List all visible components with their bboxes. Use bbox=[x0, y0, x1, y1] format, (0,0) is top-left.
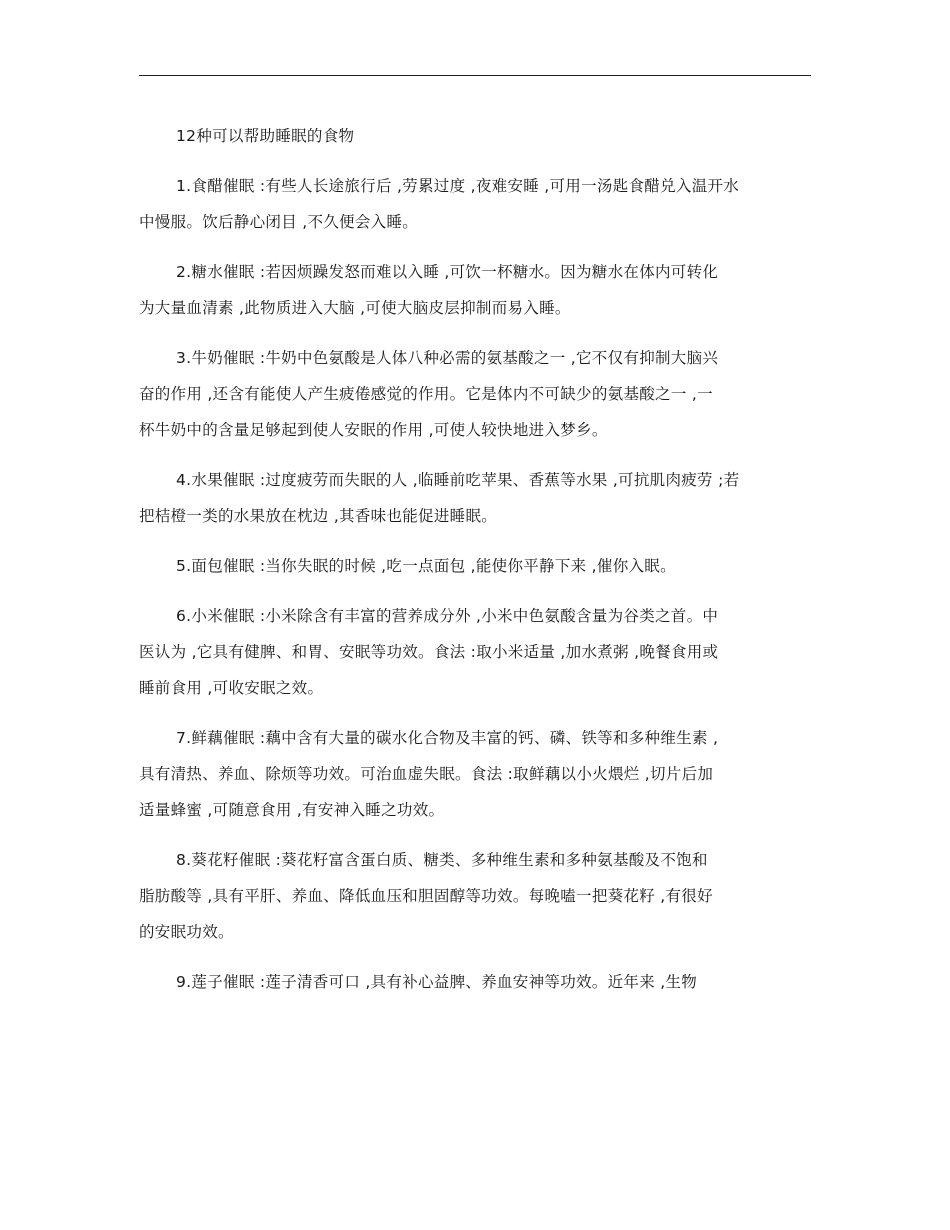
paragraph-line: 8.葵花籽催眠 :葵花籽富含蛋白质、糖类、多种维生素和多种氨基酸及不饱和 bbox=[176, 851, 708, 869]
paragraph-line: 具有清热、养血、除烦等功效。可治血虚失眠。食法 :取鲜藕以小火煨烂 ,切片后加 bbox=[139, 765, 714, 783]
paragraph-line: 杯牛奶中的含量足够起到使人安眠的作用 ,可使人较快地进入梦乡。 bbox=[139, 421, 608, 439]
paragraph-5 bbox=[139, 548, 811, 584]
header-rule bbox=[139, 75, 811, 76]
paragraph-line: 4.水果催眠 :过度疲劳而失眠的人 ,临睡前吃苹果、香蕉等水果 ,可抗肌肉疲劳 ;若 bbox=[176, 471, 740, 489]
paragraph-line: 奋的作用 ,还含有能使人产生疲倦感觉的作用。它是体内不可缺少的氨基酸之一 ,一 bbox=[139, 385, 713, 403]
paragraph-2 bbox=[139, 254, 811, 326]
paragraph-line: 9.莲子催眠 :莲子清香可口 ,具有补心益脾、养血安神等功效。近年来 ,生物 bbox=[176, 973, 698, 991]
paragraph-line: 6.小米催眠 :小米除含有丰富的营养成分外 ,小米中色氨酸含量为谷类之首。中 bbox=[176, 607, 719, 625]
paragraph-4 bbox=[139, 462, 811, 534]
paragraph-line: 为大量血清素 ,此物质进入大脑 ,可使大脑皮层抑制而易入睡。 bbox=[139, 299, 571, 317]
paragraph-line: 5.面包催眠 :当你失眠的时候 ,吃一点面包 ,能使你平静下来 ,催你入眠。 bbox=[176, 557, 676, 575]
paragraph-line: 1.食醋催眠 :有些人长途旅行后 ,劳累过度 ,夜难安睡 ,可用一汤匙食醋兑入温开水 bbox=[176, 177, 740, 195]
paragraph-line: 脂肪酸等 ,具有平肝、养血、降低血压和胆固醇等功效。每晚嗑一把葵花籽 ,有很好 bbox=[139, 887, 713, 905]
document-title-block bbox=[139, 118, 811, 154]
paragraph-7 bbox=[139, 720, 811, 828]
paragraph-line: 的安眠功效。 bbox=[139, 923, 234, 941]
paragraph-line: 2.糖水催眠 :若因烦躁发怒而难以入睡 ,可饮一杯糖水。因为糖水在体内可转化 bbox=[176, 263, 719, 281]
paragraph-line: 7.鲜藕催眠 :藕中含有大量的碳水化合物及丰富的钙、磷、铁等和多种维生素 , bbox=[176, 729, 719, 747]
paragraph-line: 把桔橙一类的水果放在枕边 ,其香味也能促进睡眠。 bbox=[139, 507, 498, 525]
paragraph-line: 中慢服。饮后静心闭目 ,不久便会入睡。 bbox=[139, 213, 419, 231]
paragraph-8 bbox=[139, 842, 811, 950]
paragraph-line: 睡前食用 ,可收安眠之效。 bbox=[139, 679, 324, 697]
paragraph-line: 3.牛奶催眠 :牛奶中色氨酸是人体八种必需的氨基酸之一 ,它不仅有抑制大脑兴 bbox=[176, 349, 719, 367]
paragraph-9 bbox=[139, 964, 811, 1000]
paragraph-1 bbox=[139, 168, 811, 240]
paragraph-line: 适量蜂蜜 ,可随意食用 ,有安神入睡之功效。 bbox=[139, 801, 445, 819]
paragraph-3 bbox=[139, 340, 811, 448]
paragraph-6 bbox=[139, 598, 811, 706]
paragraph-line: 医认为 ,它具有健脾、和胃、安眠等功效。食法 :取小米适量 ,加水煮粥 ,晚餐食用或 bbox=[139, 643, 719, 661]
document-body bbox=[139, 118, 811, 1014]
document-title: 12种可以帮助睡眠的食物 bbox=[176, 127, 355, 145]
